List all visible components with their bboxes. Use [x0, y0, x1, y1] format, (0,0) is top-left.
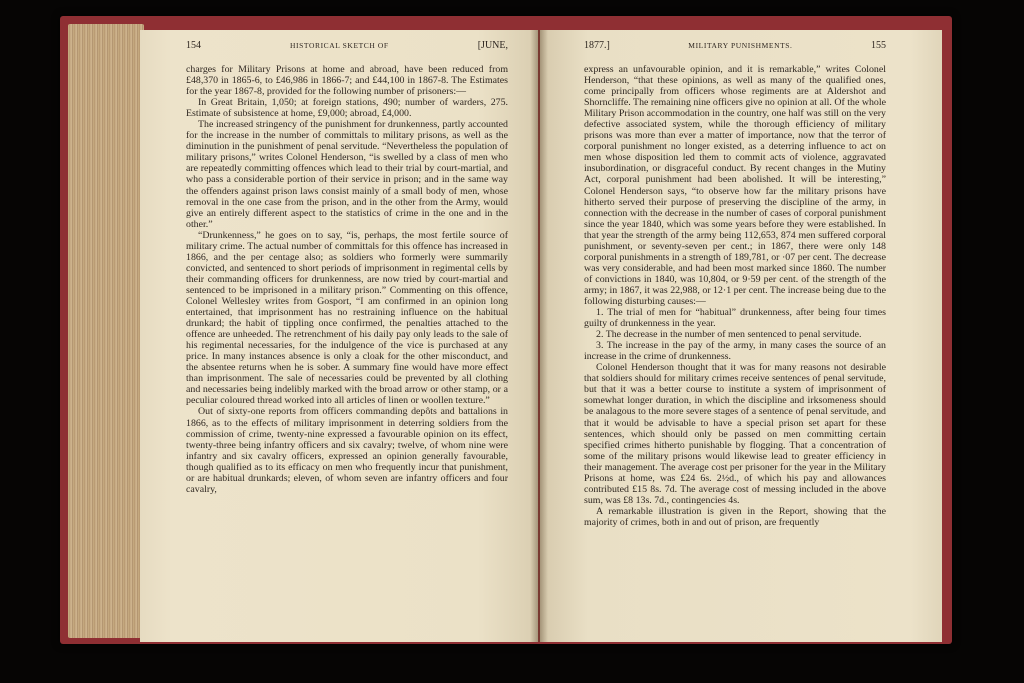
left-paragraph: Out of sixty-one reports from officers commanding depôts and battalions in 1866, as to the effects of military imprisonment in deterring soldiers from the commission of crime, twenty-nine expressed a favourable opinion on its effect, twenty-three being infantry officers and six cavalry; twelve, of whom nine were infantry and six cavalry officers, expressed an opinion generally favourable, though qualified as to its efficacy on men who frequently incur that punishment, or are habitual drunkards; eleven, of whom seven are infantry officers and four cavalry,	[186, 406, 508, 495]
right-paragraph: A remarkable illustration is given in the Report, showing that the majority of crimes, both in and out of prison, are frequently	[584, 505, 886, 528]
page-edges	[68, 24, 144, 638]
right-paragraph: Colonel Henderson thought that it was for many reasons not desirable that soldiers should for military crimes receive sentences of penal servitude, but that it was a better course to institute a system of imprisonment of somewhat longer duration, in which the discipline and irksomeness should be analagous to the more severe stages of a sentence of penal servitude, and that it would be advisable to have a special prison set apart for these sentences, which should only be passed on men committing certain specified crimes hitherto punishable by flogging. That a concentration of some of the military prisons would likewise lead to greater efficiency in their management. The average cost per prisoner for the year in the Military Prisons at home, was £24 6s. 2½d., of which his pay and allowances contributed £15 8s. 7d. The average cost of messing included in the above sum, was £8 13s. 7d., contingencies 4s.	[584, 362, 886, 506]
right-body-text	[584, 64, 886, 528]
right-page-number: 155	[870, 40, 886, 51]
right-paragraph: 2. The decrease in the number of men sentenced to penal servitude.	[596, 329, 862, 341]
left-running-head	[186, 40, 508, 58]
right-running-title: MILITARY PUNISHMENTS.	[688, 41, 793, 50]
left-body-text	[186, 64, 508, 495]
left-paragraph: charges for Military Prisons at home and abroad, have been reduced from £48,370 in 1865-6, to £46,986 in 1866-7; and £44,100 in 1867-8. The Estimates for the year 1867-8, provided for the following number of prisoners:—	[186, 64, 508, 98]
right-paragraph: 3. The increase in the pay of the army, in many cases the source of an increase in the crime of drunkenness.	[584, 340, 886, 363]
book-gutter	[530, 30, 548, 642]
right-running-date: 1877.]	[584, 40, 610, 51]
left-running-date: [JUNE,	[477, 40, 508, 51]
right-paragraph: 1. The trial of men for “habitual” drunkenness, after being four times guilty of drunkenness in the year.	[584, 307, 886, 330]
right-page	[540, 30, 942, 642]
right-paragraph: express an unfavourable opinion, and it is remarkable,” writes Colonel Henderson, “that these opinions, as well as many of the qualified ones, come principally from officers whose regiments are at Aldershot and Shorncliffe. The remaining nine officers give no opinion at all. Of the whole Military Prison accommodation in the country, one half was still on the very defective associated system, while the thorough efficiency of military prisons was more than ever a matter of importance, now that the terror of corporal punishment no longer existed, as a deterring influence to act on men whose disposition led them to commit acts of violence, aggravated insubordination, or disgraceful conduct. By recent changes in the Mutiny Act, corporal punishment had been abolished. It will be interesting,” Colonel Henderson says, “to observe how far the military prisons have hitherto served their purpose of preserving the discipline of the army, in connection with the decrease in the number of cases of corporal punishment since the year 1840, which was some years before they were established. In that year the strength of the army being 112,653, 874 men suffered corporal punishment, or seventy-seven per cent.; in 1867, there were only 148 corporal punishments in a strength of 189,781, or ·07 per cent. The decrease was very considerable, and had been most marked since 1860. The number of convictions in 1840, was 10,804, or 9·59 per cent. of the strength of the army; in 1867, it was 22,988, or 12·1 per cent. The increase being due to the following disturbing causes:—	[584, 64, 886, 307]
left-paragraph: The increased stringency of the punishment for drunkenness, partly accounted for the increase in the number of committals to military prisons, as well as the diminution in the punishment of penal servitude. “Nevertheless the population of military prisons,” writes Colonel Henderson, “is swelled by a class of men who are repeatedly committing offences which lead to their trial by court-martial, and who pass a considerable portion of their service in prison; and in the same way the offenders against prison laws consist mainly of a small body of men, whose removal in the one case from the prison, and in the other from the Army, would give an entirely different aspect to the statistics of crime in the one and in the other.”	[186, 119, 508, 230]
right-running-head	[584, 40, 886, 58]
left-page-number: 154	[186, 40, 201, 51]
left-running-title: HISTORICAL SKETCH OF	[290, 41, 389, 50]
left-paragraph: In Great Britain, 1,050; at foreign stations, 490; number of warders, 275. Estimate of subsistence at home, £9,000; abroad, £4,000.	[186, 97, 508, 120]
left-page	[140, 30, 538, 642]
left-paragraph: “Drunkenness,” he goes on to say, “is, perhaps, the most fertile source of military crime. The actual number of committals for this offence has increased in 1866, and the per centage also; as soldiers who formerly were summarily convicted, and sentenced to short periods of imprisonment in regimental cells by their commanding officers for drunkenness, are now tried by court-martial and sentenced to be imprisoned in a military prison.” Commenting on this offence, Colonel Wellesley writes from Gosport, “I am confirmed in an opinion long entertained, that imprisonment has no restraining influence on the habitual drunkard; the habit of tippling once confirmed, the penalties attached to the offence are unheeded. The retrenchment of his daily pay only leads to the sale of his regimental necessaries, for the indulgence of the vice is purchased at any price. In many instances absence is only a cloak for the other misconduct, and the absentee returns when he is sober. A summary fine would have more effect than imprisonment. The sale of necessaries could be prevented by all clothing and necessaries being indelibly marked with the broad arrow or other stamp, or a peculiar coloured thread worked into all articles of linen or woollen texture.”	[186, 229, 508, 407]
